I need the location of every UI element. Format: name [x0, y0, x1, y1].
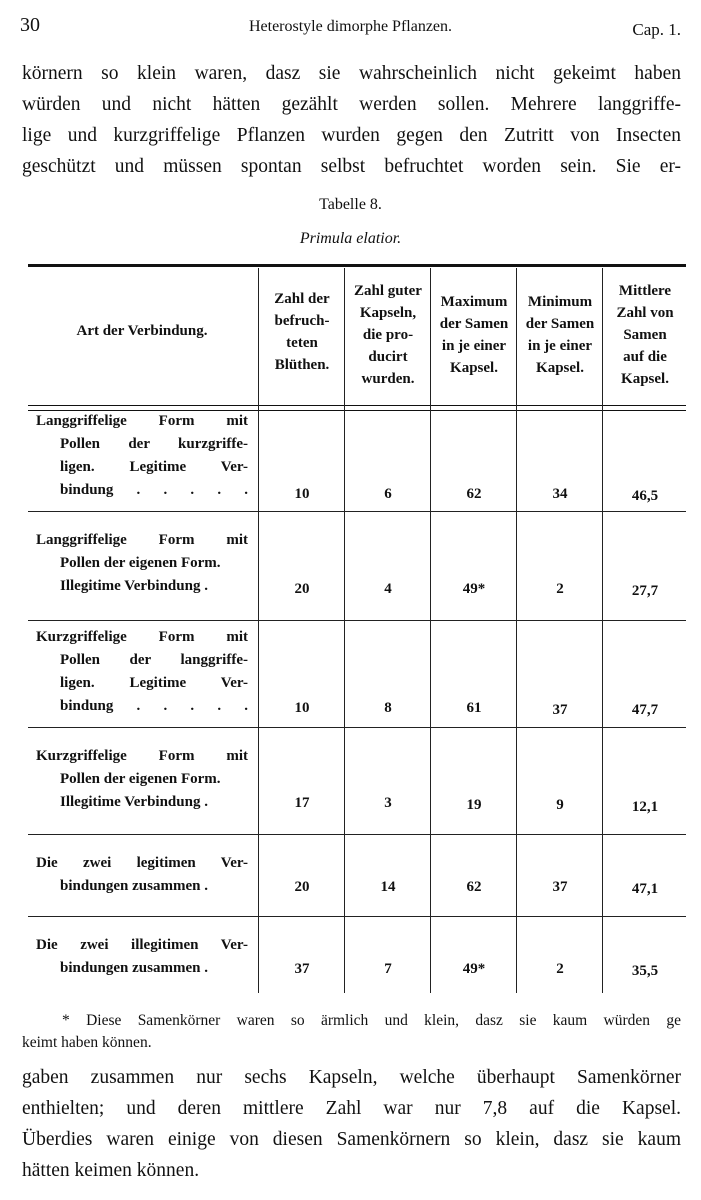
- table-cell: 3: [384, 795, 392, 811]
- row-divider: [28, 620, 686, 621]
- table-cell: 37: [552, 879, 568, 895]
- page-number: 30: [20, 14, 40, 36]
- column-divider: [258, 268, 259, 993]
- text-line: körnern so klein waren, dasz sie wahrscheinlich nicht gekeimt haben: [22, 63, 681, 84]
- table-top-rule: [28, 264, 686, 267]
- chapter-label: Cap. 1.: [632, 20, 681, 39]
- header-cell-minimum: Minimum der Samen in je einer Kapsel.: [525, 294, 595, 376]
- footnote-line: * Diese Samenkörner waren so ärmlich und klein, dasz sie kaum würden ge: [62, 1012, 681, 1029]
- header-cell-connection: Art der Verbindung.: [76, 323, 208, 339]
- table-cell: 9: [556, 797, 564, 813]
- table-cell: 20: [294, 879, 310, 895]
- table-cell: 2: [556, 961, 564, 977]
- table-cell: 10: [294, 700, 310, 716]
- header-cell-maximum: Maximum der Samen in je einer Kapsel.: [439, 294, 509, 376]
- table-cell: 34: [552, 486, 568, 502]
- row-divider: [28, 511, 686, 512]
- table-footnote: [22, 1010, 681, 1054]
- table-cell: 20: [294, 581, 310, 597]
- text-line: lige und kurzgriffelige Pflanzen wurden gegen den Zutritt von Insecten: [22, 125, 681, 146]
- text-line: geschützt und müssen spontan selbst befruchtet worden sein. Sie er-: [22, 156, 681, 177]
- table-cell: 27,7: [631, 583, 659, 599]
- text-line: enthielten; und deren mittlere Zahl war nur 7,8 auf die Kapsel.: [22, 1098, 681, 1119]
- table-cell: 47,7: [631, 702, 659, 718]
- row-label: Kurzgriffelige Form mit Pollen der langgriffe- ligen. Legitime Ver- bindung . . . . .: [36, 629, 248, 714]
- text-line: hätten keimen können.: [22, 1160, 200, 1181]
- page-header: [20, 14, 681, 44]
- table-cell: 49*: [462, 581, 486, 597]
- text-line: gaben zusammen nur sechs Kapseln, welche überhaupt Samenkörner: [22, 1067, 681, 1088]
- footnote-line: keimt haben können.: [22, 1034, 152, 1051]
- table-cell: 14: [380, 879, 396, 895]
- row-label: Die zwei illegitimen Ver- bindungen zusammen .: [36, 937, 248, 976]
- table-cell: 8: [384, 700, 392, 716]
- column-divider: [430, 268, 431, 993]
- column-divider: [516, 268, 517, 993]
- header-cell-mean: Mittlere Zahl von Samen auf die Kapsel.: [616, 283, 674, 387]
- table-cell: 10: [294, 486, 310, 502]
- table-cell: 61: [466, 700, 482, 716]
- column-divider: [602, 268, 603, 993]
- row-label: Kurzgriffelige Form mit Pollen der eigenen Form. Illegitime Verbindung .: [36, 748, 248, 810]
- table-caption: Tabelle 8.: [319, 196, 382, 213]
- running-title: Heterostyle dimorphe Pflanzen.: [248, 18, 453, 35]
- table-cell: 49*: [462, 961, 486, 977]
- table-cell: 47,1: [631, 881, 659, 897]
- table-cell: 62: [466, 879, 482, 895]
- table-cell: 12,1: [631, 799, 659, 815]
- table-cell: 46,5: [631, 488, 659, 504]
- row-label: Langgriffelige Form mit Pollen der eigenen Form. Illegitime Verbindung .: [36, 532, 248, 594]
- text-line: würden und nicht hätten gezählt werden sollen. Mehrere langgriffe-: [22, 94, 681, 115]
- row-label: Langgriffelige Form mit Pollen der kurzgriffe- ligen. Legitime Ver- bindung . . . . .: [36, 413, 248, 498]
- text-line: Überdies waren einige von diesen Samenkörnern so klein, dasz sie kaum: [22, 1129, 681, 1150]
- column-divider: [344, 268, 345, 993]
- row-label: Die zwei legitimen Ver- bindungen zusammen .: [36, 855, 248, 894]
- table-cell: 19: [466, 797, 482, 813]
- table-cell: 37: [294, 961, 310, 977]
- table-cell: 35,5: [631, 963, 659, 979]
- paragraph-bottom: [22, 1062, 681, 1186]
- table-cell: 2: [556, 581, 564, 597]
- row-divider: [28, 727, 686, 728]
- table-cell: 37: [552, 702, 568, 718]
- table-cell: 4: [384, 581, 392, 597]
- row-divider: [28, 916, 686, 917]
- header-cell-flowers: Zahl der befruch- teten Blüthen.: [274, 291, 330, 373]
- table-subtitle: Primula elatior.: [299, 230, 402, 247]
- table-cell: 17: [294, 795, 310, 811]
- table-cell: 6: [384, 486, 392, 502]
- table-cell: 7: [384, 961, 392, 977]
- row-divider: [28, 834, 686, 835]
- paragraph-top: [22, 58, 681, 182]
- table-cell: 62: [466, 486, 482, 502]
- header-cell-capsules: Zahl guter Kapseln, die pro- ducirt wurden.: [354, 283, 422, 387]
